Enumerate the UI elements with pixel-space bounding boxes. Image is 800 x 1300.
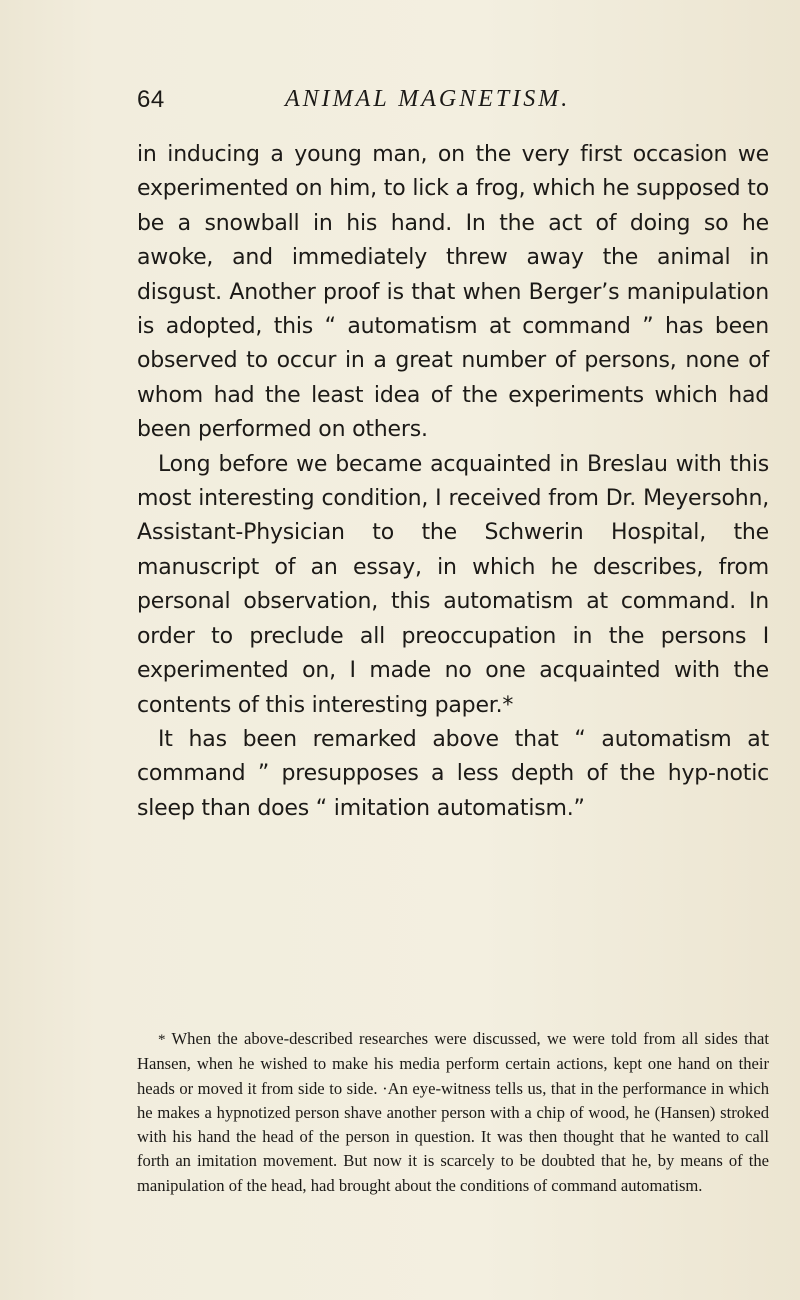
paragraph: It has been remarked above that “ automatism at command ” presupposes a less depth of the hyp-notic sleep than does “ imitation automatism.”	[137, 726, 769, 821]
page-number: 64	[137, 86, 165, 113]
footnote-text: When the above-described researches were discussed, we were told from all sides that Hansen, when he wished to make his media perform certain actions, kept one hand on their heads or moved it from side to side. ·An eye-witness tells us, that in the performance in which he makes a hypnotized person shave another person with a chip of wood, he (Hansen) stroked with his hand the head of the person in question. It was then thought that he wanted to call forth an imitation movement. But now it is scarcely to be doubted that he, by means of the manipulation of the head, had brought about the conditions of command automatism.	[137, 1029, 769, 1195]
running-head	[137, 86, 737, 120]
running-title: ANIMAL MAGNETISM.	[285, 86, 571, 112]
footnote	[137, 1027, 769, 1198]
footnote-marker: *	[158, 1032, 166, 1048]
body-text	[137, 138, 769, 826]
paragraph: Long before we became acquainted in Breslau with this most interesting condition, I received from Dr. Meyersohn, Assistant-Physician to the Schwerin Hospital, the manuscript of an essay, in which he describes, from personal observation, this automatism at command. In order to preclude all preoccupation in the persons I experimented on, I made no one acquainted with the contents of this interesting paper.*	[137, 451, 769, 718]
paragraph: in inducing a young man, on the very first occasion we experimented on him, to lick a frog, which he supposed to be a snowball in his hand. In the act of doing so he awoke, and immediately threw away the animal in disgust. Another proof is that when Berger’s manipulation is adopted, this “ automatism at command ” has been observed to occur in a great number of persons, none of whom had the least idea of the experiments which had been performed on others.	[137, 142, 769, 443]
